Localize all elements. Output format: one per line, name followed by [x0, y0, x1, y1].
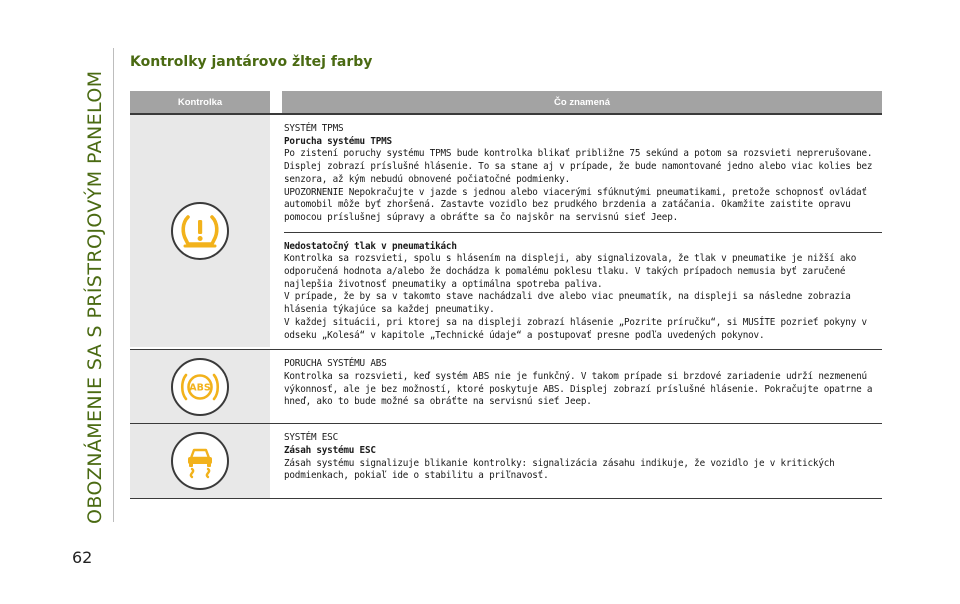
low-pressure-heading: Nedostatočný tlak v pneumatikách: [284, 240, 457, 252]
tpms-warning-icon: [171, 202, 229, 260]
tpms-warning-text: UPOZORNENIE Nepokračujte v jazde s jednou alebo viacerými sfúknutými pneumatikami, pretože schopnosť ovládať automobil môže byť zhoršená. Zastavte vozidlo bez prudkého brzdenia a zatáčania. Okamžite zaistite opravu pomocou príslušnej súpravy a obráťte sa čo najskôr na servisnú sieť Jeep.: [284, 186, 867, 223]
meaning-cell: [270, 424, 882, 498]
table-row-esc: [130, 424, 882, 499]
tpms-system-label: SYSTÉM TPMS: [284, 123, 344, 134]
chapter-divider: [113, 48, 114, 522]
warning-lights-table: [130, 91, 882, 499]
header-icon-column: Kontrolka: [130, 91, 270, 113]
tpms-fault-heading: Porucha systému TPMS: [284, 135, 392, 147]
esc-skid-car-icon: [171, 432, 229, 490]
low-pressure-text-2: V prípade, že by sa v takomto stave nachádzali dve alebo viac pneumatík, na displeji sa následne zobrazia hlásenia týkajúce sa každej pneumatiky.: [284, 291, 851, 316]
low-pressure-text-1: Kontrolka sa rozsvieti, spolu s hlásením na displeji, aby signalizovala, že tlak v pneumatike je nižší ako odporučená hodnota a/alebo že dochádza k pomalému poklesu tlaku. V takých prípadoch nemusia byť zaručené najlepšia životnosť pneumatiky a optimálna spotreba paliva.: [284, 253, 857, 290]
abs-text: Kontrolka sa rozsvieti, keď systém ABS nie je funkčný. V takom prípade si brzdové zariadenie udrží nezmenenú výkonnosť, ale je bez možností, ktoré poskytuje ABS. Displej zobrazí príslušné hlásenie. Pokračujte opatrne a hneď, ako to bude možné sa obráťte na servisnú sieť Jeep.: [284, 370, 873, 408]
esc-heading: Zásah systému ESC: [284, 444, 376, 456]
table-header: [130, 91, 882, 115]
table-row-abs: [130, 350, 882, 424]
tpms-low-pressure-block: [284, 232, 882, 350]
meaning-cell: [270, 115, 882, 349]
page-number: 62: [72, 548, 93, 567]
section-title: Kontrolky jantárovo žltej farby: [130, 54, 373, 70]
table-row-tpms: [130, 115, 882, 350]
abs-warning-icon: [171, 358, 229, 416]
meaning-cell: [270, 350, 882, 423]
icon-cell: [130, 424, 270, 498]
chapter-title: OBOZNÁMENIE SA S PRÍSTROJOVÝM PANELOM: [84, 70, 106, 524]
abs-heading: PORUCHA SYSTÉMU ABS: [284, 358, 387, 370]
esc-text: Zásah systému signalizuje blikanie kontrolky: signalizácia zásahu indikuje, že vozidlo je v kritických podmienkach, pokiaľ ide o stabilitu a priľnavosť.: [284, 457, 835, 482]
esc-system-label: SYSTÉM ESC: [284, 432, 338, 444]
tpms-fault-text: Po zistení poruchy systému TPMS bude kontrolka blikať približne 75 sekúnd a potom sa rozsvieti neprerušovane. Displej zobrazí príslušné hlásenie. To sa stane aj v prípade, že bude namontované jedno alebo viac kolies bez senzora, až kým nebudú obnovené počiatočné podmienky.: [284, 148, 873, 185]
icon-cell: [130, 350, 270, 423]
tpms-fault-block: [284, 115, 882, 232]
icon-cell: [130, 115, 270, 347]
low-pressure-text-3: V každej situácii, pri ktorej sa na displeji zobrazí hlásenie „Pozrite príručku“, si MUSÍTE pozrieť pokyny v odseku „Kolesá“ v kapitole „Technické údaje“ a postupovať presne podľa uvedených pokynov.: [284, 316, 867, 341]
header-meaning-column: Čo znamená: [282, 91, 882, 113]
abs-icon-label: ABS: [189, 382, 211, 394]
